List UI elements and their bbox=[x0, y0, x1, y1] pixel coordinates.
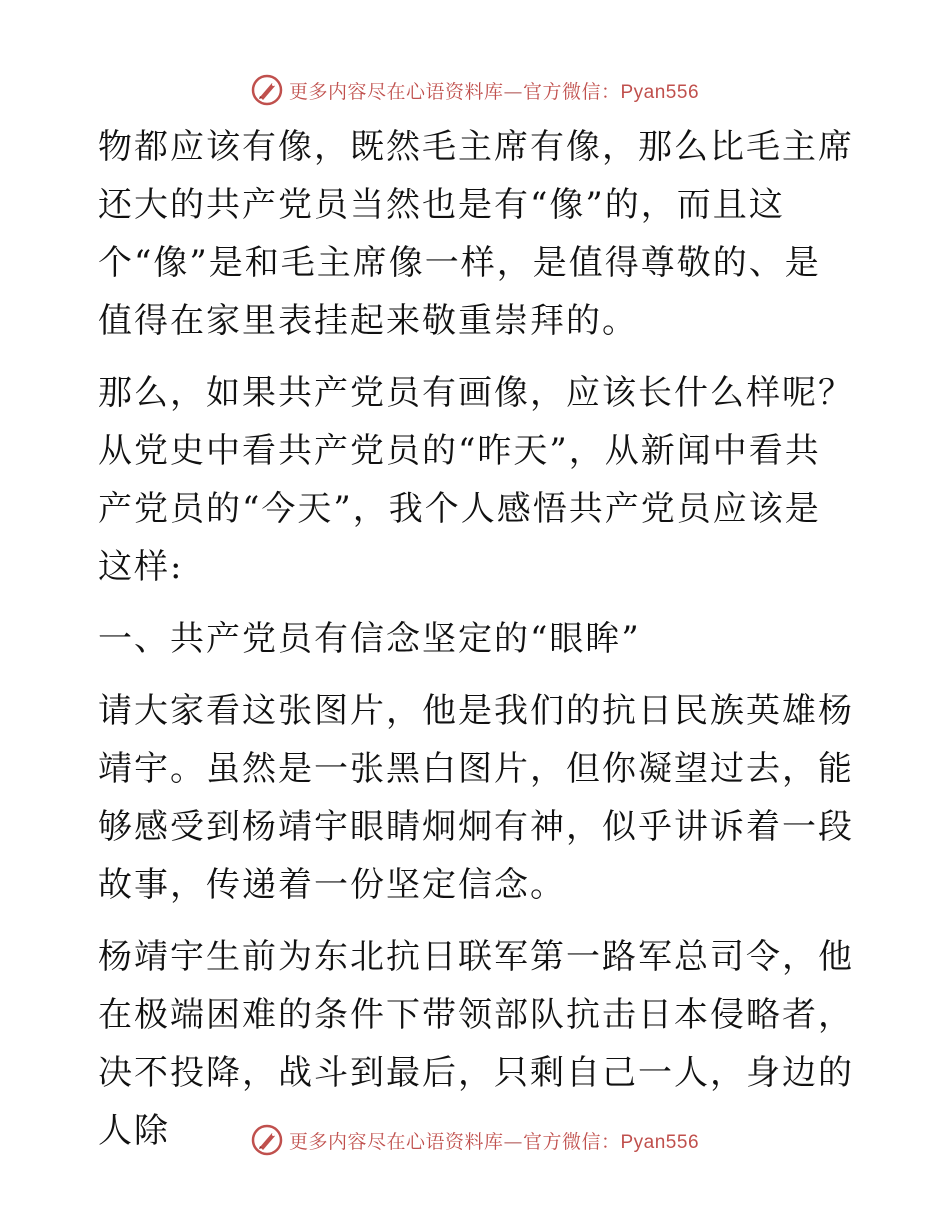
paragraph-4: 杨靖宇生前为东北抗日联军第一路军总司令，他在极端困难的条件下带领部队抗击日本侵略者，决不投降，战斗到最后，只剩自己一人，身边的人除 bbox=[98, 937, 854, 1151]
watermark-banner-bottom bbox=[0, 1120, 950, 1160]
paragraph-3: 请大家看这张图片，他是我们的抗日民族英雄杨靖宇。虽然是一张黑白图片，但你凝望过去，能够感受到杨靖宇眼睛炯炯有神，似乎讲诉着一段故事，传递着一份坚定信念。 bbox=[98, 691, 854, 905]
watermark-banner-top bbox=[0, 70, 950, 110]
watermark-wechat-label: 官方微信： bbox=[522, 80, 621, 103]
paragraph-2: 那么，如果共产党员有画像，应该长什么样呢？从党史中看共产党员的“昨天”，从新闻中看共产党员的“今天”，我个人感悟共产党员应该是这样: bbox=[98, 373, 854, 587]
pen-logo-icon bbox=[251, 1124, 283, 1156]
watermark-separator: — bbox=[503, 1130, 523, 1153]
paragraph-1: 物都应该有像，既然毛主席有像，那么比毛主席还大的共产党员当然也是有“像”的，而且这个“像”是和毛主席像一样，是值得尊敬的、是值得在家里表挂起来敬重崇拜的。 bbox=[98, 127, 854, 341]
watermark-wechat-id: Pyan556 bbox=[620, 81, 700, 103]
watermark-site-text: 更多内容尽在心语资料库 bbox=[288, 80, 504, 103]
pen-logo-icon bbox=[251, 74, 283, 106]
watermark-wechat-label: 官方微信： bbox=[522, 1130, 621, 1153]
watermark-separator: — bbox=[503, 80, 523, 103]
section-heading: 一、共产党员有信念坚定的“眼眸” bbox=[98, 619, 641, 659]
watermark-wechat-id: Pyan556 bbox=[620, 1131, 700, 1153]
document-body bbox=[98, 118, 854, 1174]
watermark-site-text: 更多内容尽在心语资料库 bbox=[288, 1130, 504, 1153]
